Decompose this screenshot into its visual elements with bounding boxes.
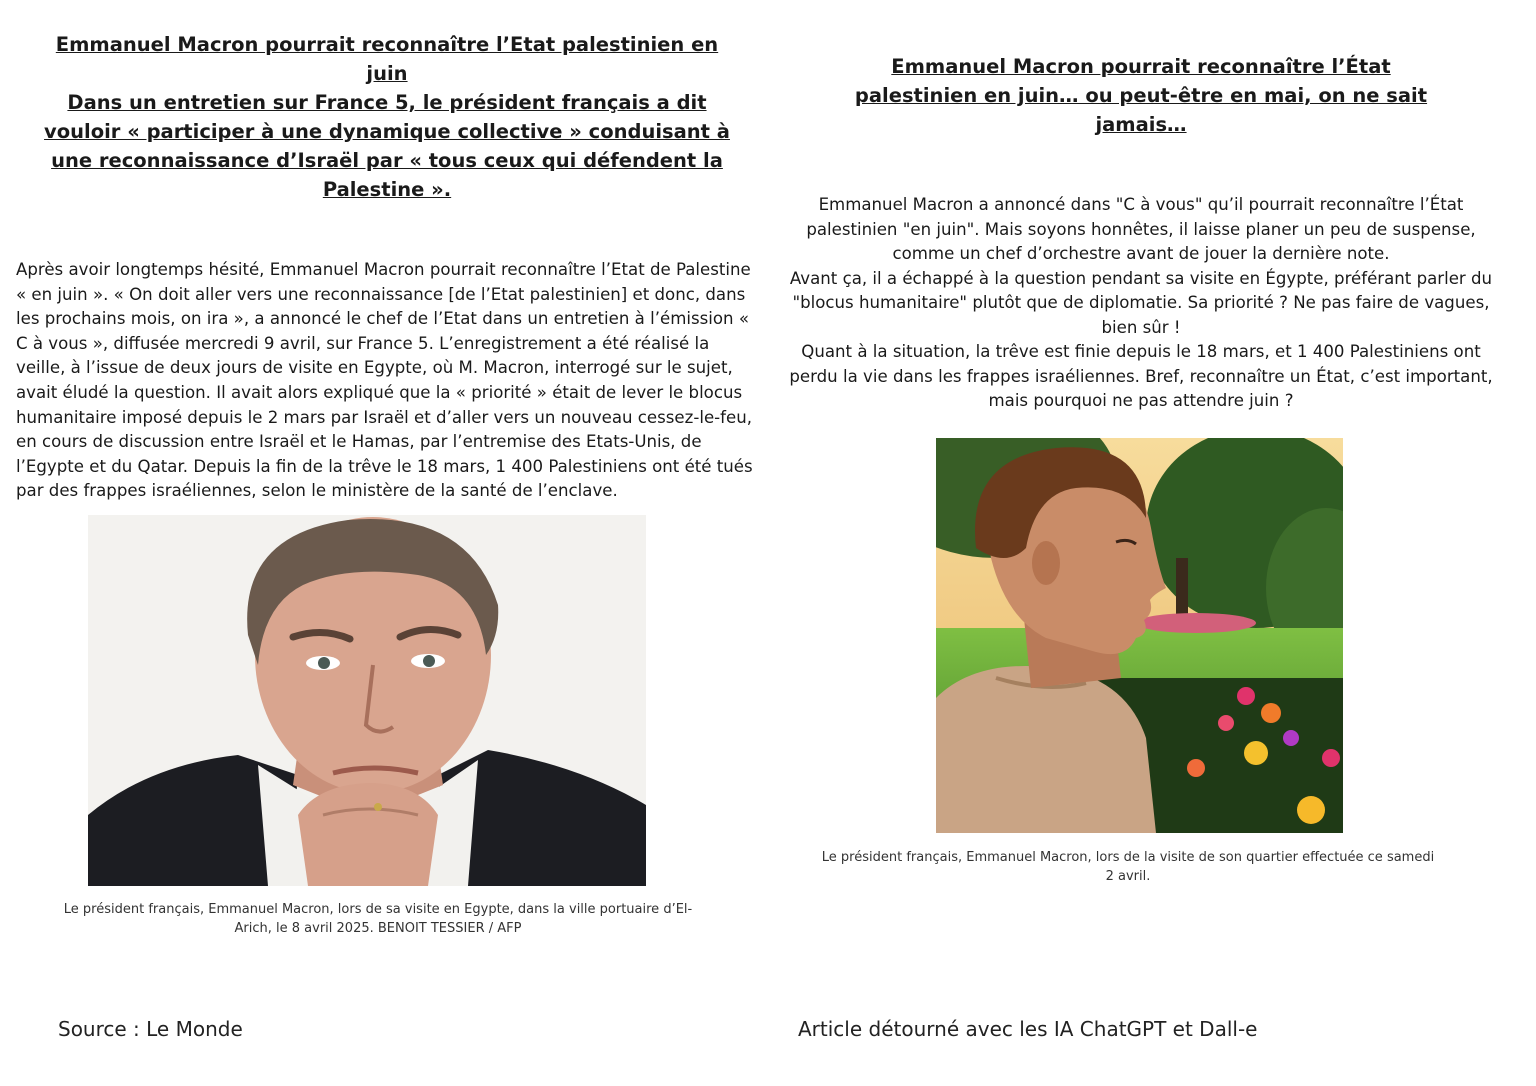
altered-paragraph: Quant à la situation, la trêve est finie depuis le 18 mars, et 1 400 Palestiniens ont perdu la vie dans les frappes israéliennes. Bref, reconnaître un État, c’est important, mais pourquoi ne pas attendre juin ?: [789, 342, 1493, 410]
original-body: Après avoir longtemps hésité, Emmanuel Macron pourrait reconnaître l’Etat de Palestine « en juin ». « On doit aller vers une reconnaissance [de l’Etat palestinien] et donc, dans les prochains mois, on ira », a annoncé le chef de l’Etat dans un entretien à l’émission « C à vous », diffusée mercredi 9 avril, sur France 5. L’enregistrement a été réalisé la veille, à l’issue de deux jours de visite en Egypte, où M. Macron, interrogé sur le sujet, avait éludé la question. Il avait alors expliqué que la « priorité » était de lever le blocus humanitaire imposé depuis le 2 mars par Israël et d’aller vers un nouveau cessez-le-feu, en cours de discussion entre Israël et le Hamas, par l’entremise des Etats-Unis, de l’Egypte et du Qatar. Depuis la fin de la trêve le 18 mars, 1 400 Palestiniens ont été tués par des frappes israéliennes, selon le ministère de la santé de l’enclave.: [16, 260, 753, 501]
original-photo-macron: [88, 515, 646, 886]
source-credit: Source : Le Monde: [58, 1017, 243, 1041]
altered-article: [782, 52, 1500, 414]
original-title: Emmanuel Macron pourrait reconnaître l’Etat palestinien en juin: [55, 33, 719, 85]
altered-caption: Le président français, Emmanuel Macron, lors de la visite de son quartier effectuée ce samedi 2 avril.: [821, 850, 1435, 884]
altered-body: [782, 193, 1500, 414]
original-caption: Le président français, Emmanuel Macron, lors de sa visite en Egypte, dans la ville portuaire d’El-Arich, le 8 avril 2025. BENOIT TESSIER / AFP: [63, 902, 693, 936]
altered-paragraph: Avant ça, il a échappé à la question pendant sa visite en Égypte, préférant parler du "blocus humanitaire" plutôt que de diplomatie. Sa priorité ? Ne pas faire de vagues, bien sûr !: [789, 268, 1493, 337]
altered-headline: Emmanuel Macron pourrait reconnaître l’État palestinien en juin… ou peut-être en mai, on ne sait jamais…: [854, 55, 1428, 136]
original-subtitle: Dans un entretien sur France 5, le président français a dit vouloir « participer à une dynamique collective » conduisant à une reconnaissance d’Israël par « tous ceux qui défendent la Palestine ».: [44, 91, 730, 201]
ai-disclaimer: Article détourné avec les IA ChatGPT et Dall-e: [798, 1017, 1258, 1041]
original-headline: [16, 30, 758, 204]
altered-paragraph: Emmanuel Macron a annoncé dans "C à vous" qu’il pourrait reconnaître l’État palestinien "en juin". Mais soyons honnêtes, il laisse planer un peu de suspense, comme un chef d’orchestre avant de jouer la dernière note.: [806, 195, 1476, 263]
ai-generated-photo: [936, 438, 1343, 833]
original-article: [16, 30, 758, 504]
